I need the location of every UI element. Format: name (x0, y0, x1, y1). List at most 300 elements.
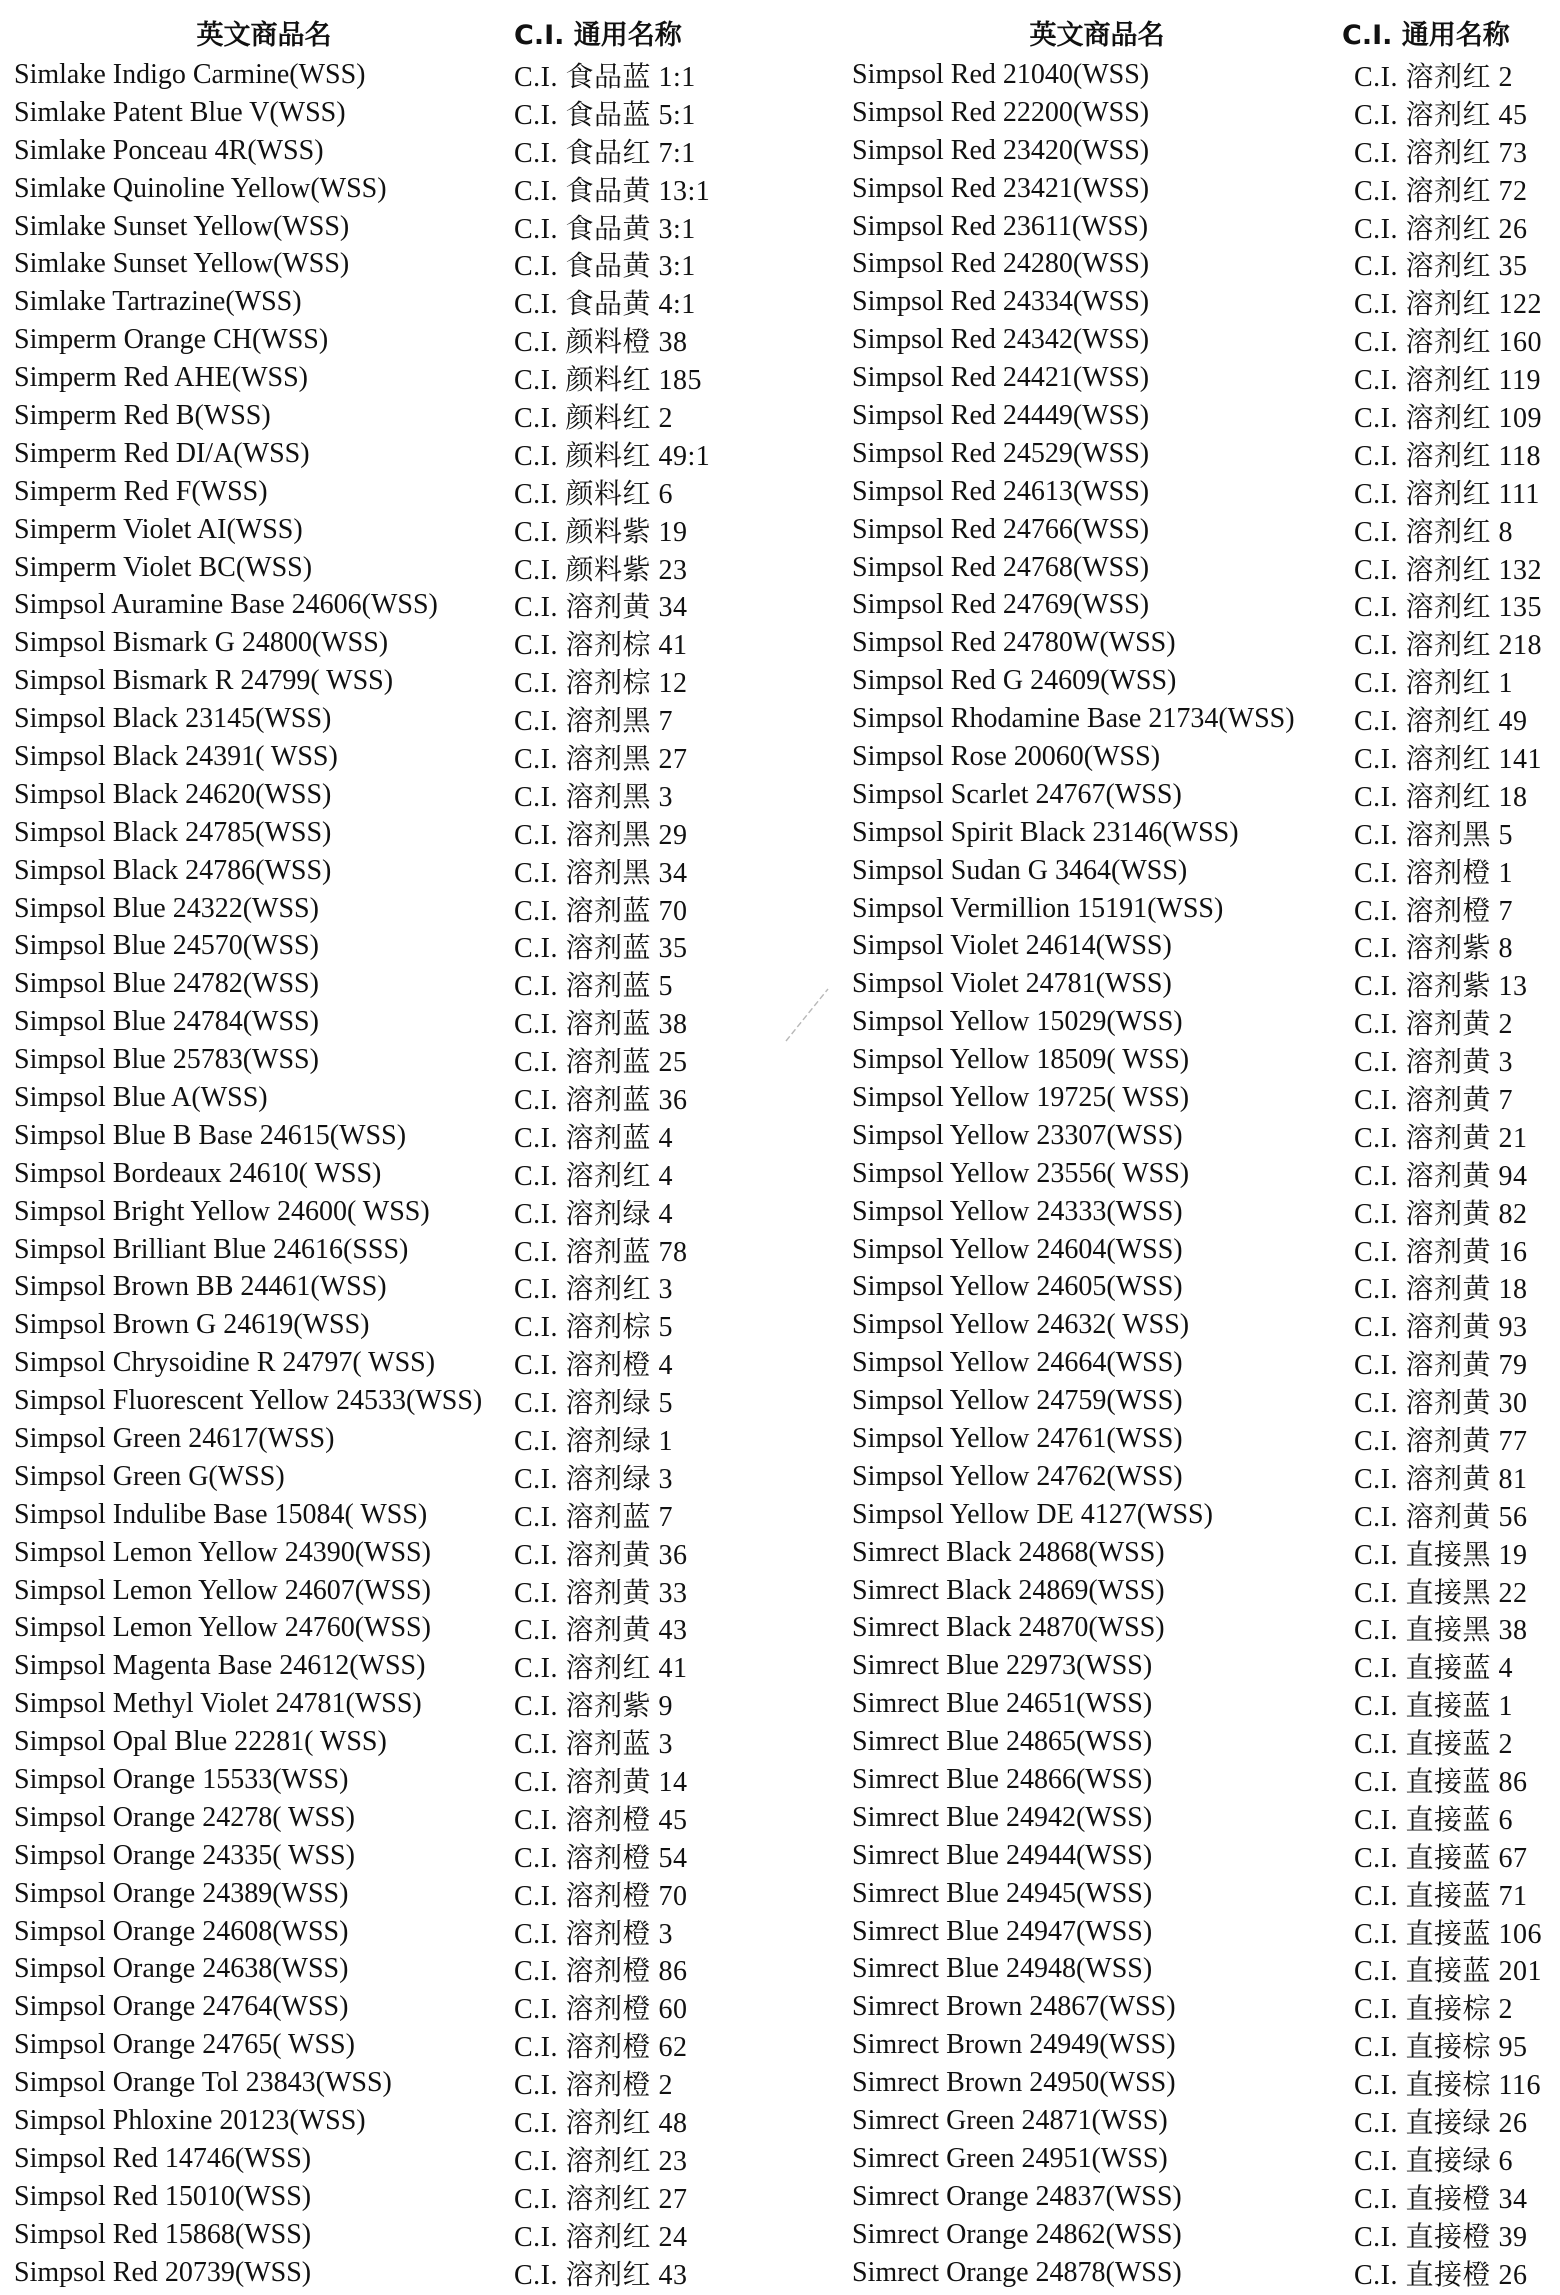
ci-name-cell: C.I. 颜料红 49:1 (514, 440, 711, 472)
trade-name-cell: Simpsol Red 20739(WSS) (14, 2256, 312, 2288)
trade-name-cell: Simpsol Methyl Violet 24781(WSS) (14, 1688, 422, 1720)
ci-name-cell: C.I. 溶剂橙 7 (1354, 895, 1514, 927)
table-row (14, 624, 734, 662)
table-row (14, 1269, 734, 1307)
table-row (852, 1723, 1560, 1761)
ci-name-cell: C.I. 溶剂红 48 (514, 2108, 688, 2140)
table-row (14, 359, 734, 397)
trade-name-cell: Simpsol Black 24785(WSS) (14, 816, 332, 848)
table-row (14, 2216, 734, 2254)
table-row (852, 1269, 1560, 1307)
ci-name-cell: C.I. 溶剂黄 34 (514, 592, 688, 624)
trade-name-cell: Simpsol Spirit Black 23146(WSS) (852, 816, 1239, 848)
ci-name-cell: C.I. 溶剂黄 14 (514, 1767, 688, 1799)
trade-name-cell: Simpsol Blue 24570(WSS) (14, 930, 319, 962)
table-row (14, 511, 734, 549)
ci-name-cell: C.I. 溶剂棕 5 (514, 1312, 674, 1344)
ci-name-cell: C.I. 溶剂黄 81 (1354, 1463, 1528, 1495)
table-row (852, 738, 1560, 776)
ci-name-cell: C.I. 溶剂黄 21 (1354, 1122, 1528, 1154)
table-row (852, 586, 1560, 624)
trade-name-cell: Simrect Blue 24944(WSS) (852, 1839, 1153, 1871)
ci-name-cell: C.I. 溶剂红 218 (1354, 630, 1543, 662)
trade-name-cell: Simpsol Bismark G 24800(WSS) (14, 627, 389, 659)
trade-name-cell: Simrect Green 24871(WSS) (852, 2105, 1168, 2137)
trade-name-cell: Simpsol Yellow 24632( WSS) (852, 1309, 1190, 1341)
trade-name-cell: Simpsol Phloxine 20123(WSS) (14, 2105, 366, 2137)
ci-name-cell: C.I. 溶剂黄 36 (514, 1539, 688, 1571)
trade-name-cell: Simpsol Blue 24322(WSS) (14, 892, 319, 924)
table-row (14, 1496, 734, 1534)
ci-name-cell: C.I. 溶剂红 72 (1354, 175, 1528, 207)
ci-name-cell: C.I. 溶剂红 132 (1354, 554, 1543, 586)
ci-name-cell: C.I. 溶剂蓝 36 (514, 1085, 688, 1116)
ci-name-cell: C.I. 溶剂黑 3 (514, 781, 674, 813)
trade-name-cell: Simrect Blue 24948(WSS) (852, 1953, 1153, 1985)
trade-name-cell: Simperm Orange CH(WSS) (14, 324, 329, 356)
ci-name-cell: C.I. 溶剂黑 7 (514, 706, 674, 738)
table-row (852, 2254, 1560, 2292)
trade-name-cell: Simrect Blue 24865(WSS) (852, 1726, 1153, 1758)
trade-name-cell: Simpsol Green G(WSS) (14, 1460, 285, 1492)
trade-name-cell: Simlake Indigo Carmine(WSS) (14, 58, 366, 90)
table-row (852, 1117, 1560, 1155)
trade-name-cell: Simpsol Blue 24782(WSS) (14, 968, 319, 1000)
ci-name-cell: C.I. 溶剂橙 3 (514, 1918, 674, 1950)
table-row (14, 1951, 734, 1989)
trade-name-cell: Simpsol Red 24449(WSS) (852, 399, 1150, 431)
ci-name-cell: C.I. 溶剂红 4 (514, 1160, 674, 1192)
trade-name-cell: Simlake Sunset Yellow(WSS) (14, 210, 350, 242)
ci-name-cell: C.I. 直接黑 22 (1354, 1577, 1528, 1609)
ci-name-cell: C.I. 溶剂红 26 (1354, 213, 1528, 245)
ci-name-cell: C.I. 溶剂橙 4 (514, 1350, 674, 1382)
trade-name-cell: Simpsol Orange 24335( WSS) (14, 1839, 355, 1871)
table-row (14, 1458, 734, 1496)
ci-name-cell: C.I. 颜料红 185 (514, 365, 703, 397)
table-row (852, 1951, 1560, 1989)
trade-name-cell: Simpsol Red 24334(WSS) (852, 286, 1150, 318)
trade-name-cell: Simperm Violet AI(WSS) (14, 513, 303, 545)
table-row (14, 94, 734, 132)
table-row (852, 1155, 1560, 1193)
table-row (852, 1193, 1560, 1231)
ci-name-cell: C.I. 溶剂蓝 70 (514, 895, 688, 927)
ci-name-cell: C.I. 溶剂紫 8 (1354, 933, 1514, 965)
ci-name-cell: C.I. 食品黄 3:1 (514, 251, 696, 283)
ci-name-cell: C.I. 颜料紫 23 (514, 554, 688, 586)
table-row (14, 132, 734, 170)
trade-name-cell: Simpsol Violet 24614(WSS) (852, 930, 1172, 962)
ci-name-cell: C.I. 溶剂黄 77 (1354, 1426, 1528, 1458)
trade-name-cell: Simpsol Brown BB 24461(WSS) (14, 1271, 387, 1303)
trade-name-cell: Simpsol Opal Blue 22281( WSS) (14, 1726, 387, 1758)
trade-name-cell: Simpsol Red 23611(WSS) (852, 210, 1149, 242)
ci-name-cell: C.I. 溶剂红 35 (1354, 251, 1528, 283)
table-row (852, 624, 1560, 662)
trade-name-cell: Simrect Black 24869(WSS) (852, 1574, 1165, 1606)
table-row (852, 283, 1560, 321)
table-row (14, 1231, 734, 1269)
ci-name-cell: C.I. 溶剂紫 13 (1354, 971, 1528, 1003)
ci-name-cell: C.I. 直接蓝 106 (1354, 1918, 1543, 1950)
table-row (852, 1496, 1560, 1534)
table-row (14, 2254, 734, 2292)
trade-name-cell: Simpsol Orange 24278( WSS) (14, 1801, 355, 1833)
table-row (852, 208, 1560, 246)
ci-name-cell: C.I. 溶剂红 45 (1354, 99, 1528, 131)
ci-name-cell: C.I. 溶剂红 2 (1354, 61, 1514, 93)
header-trade-name: 英文商品名 (1029, 19, 1165, 51)
ci-name-cell: C.I. 溶剂红 135 (1354, 592, 1543, 624)
ci-name-cell: C.I. 溶剂橙 1 (1354, 857, 1514, 889)
ci-name-cell: C.I. 溶剂红 43 (514, 2259, 688, 2291)
ci-name-cell: C.I. 直接橙 34 (1354, 2183, 1528, 2215)
trade-name-cell: Simpsol Yellow 24759(WSS) (852, 1385, 1183, 1417)
table-row (14, 2140, 734, 2178)
trade-name-cell: Simpsol Red 21040(WSS) (852, 58, 1150, 90)
ci-name-cell: C.I. 直接棕 2 (1354, 1994, 1514, 2026)
ci-name-cell: C.I. 溶剂绿 3 (514, 1463, 674, 1495)
trade-name-cell: Simpsol Brown G 24619(WSS) (14, 1309, 370, 1341)
trade-name-cell: Simpsol Orange Tol 23843(WSS) (14, 2067, 392, 2099)
ci-name-cell: C.I. 溶剂橙 86 (514, 1956, 688, 1988)
trade-name-cell: Simpsol Yellow DE 4127(WSS) (852, 1498, 1213, 1530)
table-row (852, 1534, 1560, 1572)
table-row (14, 1723, 734, 1761)
ci-name-cell: C.I. 溶剂红 23 (514, 2145, 688, 2177)
trade-name-cell: Simpsol Orange 24608(WSS) (14, 1915, 349, 1947)
ci-name-cell: C.I. 直接绿 26 (1354, 2108, 1528, 2140)
table-row (852, 1610, 1560, 1648)
table-row (14, 814, 734, 852)
trade-name-cell: Simpsol Yellow 24762(WSS) (852, 1460, 1183, 1492)
table-row (14, 927, 734, 965)
table-row (14, 1306, 734, 1344)
ci-name-cell: C.I. 溶剂黑 29 (514, 819, 688, 851)
trade-name-cell: Simpsol Yellow 23307(WSS) (852, 1119, 1183, 1151)
pencil-mark (782, 985, 832, 1045)
table-row (852, 1761, 1560, 1799)
table-row (852, 435, 1560, 473)
table-row (14, 1685, 734, 1723)
ci-name-cell: C.I. 溶剂橙 60 (514, 1994, 688, 2026)
trade-name-cell: Simpsol Red 23421(WSS) (852, 172, 1150, 204)
table-row (852, 1458, 1560, 1496)
table-row (852, 1079, 1560, 1117)
table-row (14, 1003, 734, 1041)
trade-name-cell: Simpsol Red 24529(WSS) (852, 437, 1150, 469)
table-row (852, 1344, 1560, 1382)
trade-name-cell: Simpsol Orange 24764(WSS) (14, 1991, 349, 2023)
ci-name-cell: C.I. 溶剂红 109 (1354, 402, 1543, 434)
trade-name-cell: Simpsol Yellow 24604(WSS) (852, 1233, 1183, 1265)
ci-name-cell: C.I. 颜料红 6 (514, 478, 674, 510)
header-trade-name: 英文商品名 (196, 19, 332, 51)
table-row (852, 662, 1560, 700)
table-row (14, 1155, 734, 1193)
trade-name-cell: Simrect Brown 24949(WSS) (852, 2029, 1176, 2061)
table-row (14, 1761, 734, 1799)
table-row (852, 965, 1560, 1003)
ci-name-cell: C.I. 溶剂红 18 (1354, 781, 1528, 813)
ci-name-cell: C.I. 溶剂红 8 (1354, 516, 1514, 548)
trade-name-cell: Simrect Black 24868(WSS) (852, 1536, 1165, 1568)
trade-name-cell: Simpsol Yellow 24664(WSS) (852, 1347, 1183, 1379)
table-row (14, 2064, 734, 2102)
table-row (14, 1913, 734, 1951)
table-row (852, 1420, 1560, 1458)
table-row (852, 397, 1560, 435)
table-row (852, 1231, 1560, 1269)
ci-name-cell: C.I. 溶剂黄 30 (1354, 1388, 1528, 1420)
table-row (14, 208, 734, 246)
trade-name-cell: Simpsol Vermillion 15191(WSS) (852, 892, 1224, 924)
trade-name-cell: Simpsol Chrysoidine R 24797( WSS) (14, 1347, 436, 1379)
trade-name-cell: Simpsol Black 24786(WSS) (14, 854, 332, 886)
table-row (14, 1988, 734, 2026)
table-row (14, 1117, 734, 1155)
table-row (14, 890, 734, 928)
ci-name-cell: C.I. 溶剂橙 54 (514, 1842, 688, 1874)
table-row (852, 2140, 1560, 2178)
table-row (14, 1875, 734, 1913)
table-row (852, 1988, 1560, 2026)
table-row (852, 473, 1560, 511)
trade-name-cell: Simpsol Scarlet 24767(WSS) (852, 778, 1182, 810)
trade-name-cell: Simpsol Red 24768(WSS) (852, 551, 1150, 583)
right-rows (852, 56, 1560, 2292)
ci-name-cell: C.I. 食品黄 4:1 (514, 289, 696, 321)
table-row (852, 359, 1560, 397)
table-row (852, 56, 1560, 94)
trade-name-cell: Simrect Blue 24942(WSS) (852, 1801, 1153, 1833)
trade-name-cell: Simlake Tartrazine(WSS) (14, 286, 302, 318)
ci-name-cell: C.I. 溶剂绿 4 (514, 1198, 674, 1230)
trade-name-cell: Simpsol Yellow 24605(WSS) (852, 1271, 1183, 1303)
table-row (14, 1837, 734, 1875)
table-row (14, 1344, 734, 1382)
trade-name-cell: Simpsol Blue B Base 24615(WSS) (14, 1119, 407, 1151)
ci-name-cell: C.I. 溶剂黄 43 (514, 1615, 688, 1647)
table-row (14, 1382, 734, 1420)
trade-name-cell: Simperm Red AHE(WSS) (14, 362, 308, 394)
table-row (852, 2102, 1560, 2140)
table-row (14, 662, 734, 700)
ci-name-cell: C.I. 溶剂橙 45 (514, 1804, 688, 1836)
ci-name-cell: C.I. 溶剂黄 16 (1354, 1236, 1528, 1268)
table-row (852, 2026, 1560, 2064)
table-row (852, 1685, 1560, 1723)
table-row (852, 1913, 1560, 1951)
ci-name-cell: C.I. 食品蓝 1:1 (514, 61, 696, 93)
ci-name-cell: C.I. 溶剂红 27 (514, 2183, 688, 2215)
ci-name-cell: C.I. 溶剂红 41 (514, 1653, 688, 1685)
table-row (852, 1647, 1560, 1685)
table-row (852, 1003, 1560, 1041)
table-row (852, 2216, 1560, 2254)
table-row (852, 890, 1560, 928)
trade-name-cell: Simpsol Sudan G 3464(WSS) (852, 854, 1188, 886)
table-row (852, 776, 1560, 814)
table-row (14, 1079, 734, 1117)
trade-name-cell: Simlake Quinoline Yellow(WSS) (14, 172, 387, 204)
ci-name-cell: C.I. 直接黑 19 (1354, 1539, 1528, 1571)
trade-name-cell: Simpsol Red G 24609(WSS) (852, 665, 1177, 697)
trade-name-cell: Simpsol Green 24617(WSS) (14, 1423, 335, 1454)
ci-name-cell: C.I. 颜料红 2 (514, 402, 674, 434)
left-header-row (14, 8, 734, 56)
table-row (852, 511, 1560, 549)
ci-name-cell: C.I. 溶剂红 122 (1354, 289, 1543, 321)
ci-name-cell: C.I. 直接棕 116 (1354, 2070, 1541, 2102)
ci-name-cell: C.I. 溶剂蓝 7 (514, 1501, 674, 1533)
ci-name-cell: C.I. 溶剂黄 79 (1354, 1350, 1528, 1382)
trade-name-cell: Simpsol Blue A(WSS) (14, 1081, 268, 1113)
table-row (14, 1610, 734, 1648)
table-row (14, 1647, 734, 1685)
trade-name-cell: Simrect Black 24870(WSS) (852, 1612, 1165, 1644)
ci-name-cell: C.I. 溶剂棕 12 (514, 668, 688, 700)
trade-name-cell: Simrect Blue 24651(WSS) (852, 1688, 1153, 1720)
table-row (14, 1572, 734, 1610)
table-row (14, 473, 734, 511)
table-row (14, 321, 734, 359)
ci-name-cell: C.I. 直接黑 38 (1354, 1615, 1528, 1647)
trade-name-cell: Simpsol Violet 24781(WSS) (852, 968, 1172, 1000)
ci-name-cell: C.I. 溶剂红 3 (514, 1274, 674, 1306)
ci-name-cell: C.I. 直接蓝 67 (1354, 1842, 1528, 1874)
table-row (852, 852, 1560, 890)
table-row (852, 2064, 1560, 2102)
trade-name-cell: Simpsol Rhodamine Base 21734(WSS) (852, 703, 1295, 735)
ci-name-cell: C.I. 溶剂红 119 (1354, 365, 1541, 397)
table-row (14, 2178, 734, 2216)
ci-name-cell: C.I. 溶剂蓝 3 (514, 1729, 674, 1761)
trade-name-cell: Simpsol Lemon Yellow 24607(WSS) (14, 1574, 431, 1606)
table-row (852, 245, 1560, 283)
trade-name-cell: Simrect Orange 24878(WSS) (852, 2256, 1182, 2288)
trade-name-cell: Simlake Patent Blue V(WSS) (14, 96, 346, 128)
ci-name-cell: C.I. 食品红 7:1 (514, 137, 696, 169)
trade-name-cell: Simpsol Orange 24638(WSS) (14, 1953, 349, 1985)
table-row (14, 170, 734, 208)
table-row (14, 283, 734, 321)
ci-name-cell: C.I. 直接蓝 2 (1354, 1729, 1514, 1761)
ci-name-cell: C.I. 溶剂红 160 (1354, 327, 1543, 359)
ci-name-cell: C.I. 溶剂蓝 38 (514, 1009, 688, 1041)
trade-name-cell: Simpsol Yellow 24333(WSS) (852, 1195, 1183, 1227)
trade-name-cell: Simpsol Rose 20060(WSS) (852, 740, 1161, 772)
trade-name-cell: Simpsol Magenta Base 24612(WSS) (14, 1650, 426, 1682)
ci-name-cell: C.I. 溶剂绿 5 (514, 1388, 674, 1420)
header-ci-name: C.I. 通用名称 (1342, 19, 1510, 51)
table-row (852, 1837, 1560, 1875)
ci-name-cell: C.I. 溶剂红 111 (1354, 478, 1540, 510)
table-row (14, 435, 734, 473)
table-row (14, 1420, 734, 1458)
ci-name-cell: C.I. 溶剂黄 3 (1354, 1047, 1514, 1079)
ci-name-cell: C.I. 直接蓝 201 (1354, 1956, 1543, 1988)
left-column (14, 8, 734, 2292)
trade-name-cell: Simpsol Yellow 24761(WSS) (852, 1423, 1183, 1454)
ci-name-cell: C.I. 直接棕 95 (1354, 2032, 1528, 2064)
ci-name-cell: C.I. 食品蓝 5:1 (514, 99, 696, 131)
ci-name-cell: C.I. 溶剂蓝 5 (514, 971, 674, 1003)
ci-name-cell: C.I. 溶剂橙 70 (514, 1880, 688, 1912)
ci-name-cell: C.I. 食品黄 3:1 (514, 213, 696, 245)
table-row (14, 1041, 734, 1079)
right-header-row (852, 8, 1560, 56)
ci-name-cell: C.I. 溶剂蓝 78 (514, 1236, 688, 1268)
ci-name-cell: C.I. 直接绿 6 (1354, 2145, 1514, 2177)
ci-name-cell: C.I. 直接橙 26 (1354, 2259, 1528, 2291)
trade-name-cell: Simpsol Orange 24765( WSS) (14, 2029, 355, 2061)
ci-name-cell: C.I. 溶剂橙 2 (514, 2070, 674, 2102)
trade-name-cell: Simrect Blue 24947(WSS) (852, 1915, 1153, 1947)
table-row (852, 1306, 1560, 1344)
trade-name-cell: Simpsol Black 23145(WSS) (14, 703, 332, 735)
table-row (14, 965, 734, 1003)
table-row (14, 776, 734, 814)
trade-name-cell: Simpsol Blue 25783(WSS) (14, 1044, 319, 1076)
trade-name-cell: Simrect Green 24951(WSS) (852, 2142, 1168, 2174)
ci-name-cell: C.I. 直接蓝 71 (1354, 1880, 1528, 1912)
trade-name-cell: Simpsol Bordeaux 24610( WSS) (14, 1157, 382, 1189)
ci-name-cell: C.I. 溶剂红 73 (1354, 137, 1528, 169)
trade-name-cell: Simperm Red F(WSS) (14, 475, 268, 507)
trade-name-cell: Simpsol Indulibe Base 15084( WSS) (14, 1498, 428, 1530)
trade-name-cell: Simpsol Auramine Base 24606(WSS) (14, 589, 438, 621)
ci-name-cell: C.I. 溶剂黄 7 (1354, 1085, 1514, 1116)
ci-name-cell: C.I. 直接蓝 4 (1354, 1653, 1514, 1685)
ci-name-cell: C.I. 颜料紫 19 (514, 516, 688, 548)
ci-name-cell: C.I. 溶剂黑 5 (1354, 819, 1514, 851)
trade-name-cell: Simpsol Red 24613(WSS) (852, 475, 1150, 507)
table-row (852, 1572, 1560, 1610)
ci-name-cell: C.I. 溶剂蓝 4 (514, 1122, 674, 1154)
ci-name-cell: C.I. 溶剂紫 9 (514, 1691, 674, 1723)
table-row (852, 321, 1560, 359)
trade-name-cell: Simpsol Red 15868(WSS) (14, 2218, 312, 2250)
table-row (14, 397, 734, 435)
trade-name-cell: Simpsol Brilliant Blue 24616(SSS) (14, 1233, 409, 1265)
trade-name-cell: Simpsol Lemon Yellow 24390(WSS) (14, 1536, 431, 1568)
table-row (852, 170, 1560, 208)
ci-name-cell: C.I. 颜料橙 38 (514, 327, 688, 359)
ci-name-cell: C.I. 溶剂红 118 (1354, 440, 1541, 472)
ci-name-cell: C.I. 溶剂红 49 (1354, 706, 1528, 738)
trade-name-cell: Simlake Sunset Yellow(WSS) (14, 248, 350, 280)
trade-name-cell: Simpsol Orange 24389(WSS) (14, 1877, 349, 1909)
table-row (852, 700, 1560, 738)
ci-name-cell: C.I. 直接橙 39 (1354, 2221, 1528, 2253)
table-row (14, 700, 734, 738)
table-row (14, 852, 734, 890)
trade-name-cell: Simpsol Yellow 19725( WSS) (852, 1081, 1190, 1113)
ci-name-cell: C.I. 溶剂黑 27 (514, 743, 688, 775)
trade-name-cell: Simpsol Bright Yellow 24600( WSS) (14, 1195, 430, 1227)
table-row (852, 1041, 1560, 1079)
ci-name-cell: C.I. 溶剂红 141 (1354, 743, 1543, 775)
trade-name-cell: Simpsol Red 24280(WSS) (852, 248, 1150, 280)
trade-name-cell: Simrect Blue 24945(WSS) (852, 1877, 1153, 1909)
table-row (852, 1875, 1560, 1913)
table-row (852, 549, 1560, 587)
trade-name-cell: Simperm Violet BC(WSS) (14, 551, 313, 583)
table-row (14, 1534, 734, 1572)
ci-name-cell: C.I. 溶剂橙 62 (514, 2032, 688, 2064)
